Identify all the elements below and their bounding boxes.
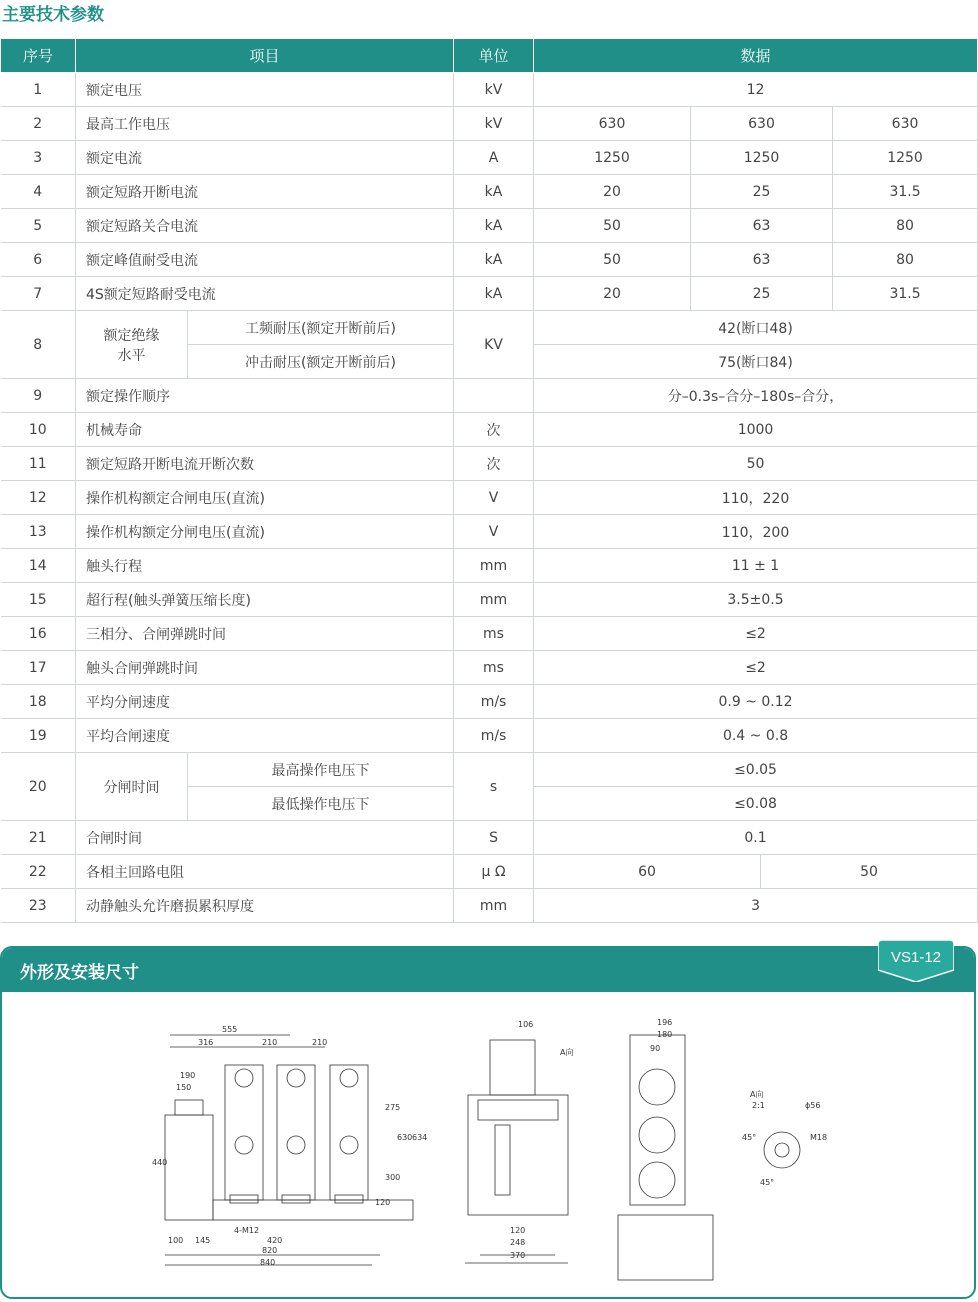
row-item: 额定电流 — [76, 141, 454, 175]
row-unit: mm — [454, 889, 534, 923]
angle-45-b: 45° — [760, 1178, 775, 1187]
row-no: 16 — [1, 617, 76, 651]
row-value: 25 — [691, 277, 833, 311]
table-row — [1, 277, 978, 311]
a-view-scale: 2:1 — [752, 1101, 765, 1110]
row-item: 额定电压 — [76, 73, 454, 107]
row-value: ≤2 — [534, 617, 978, 651]
row-value: ≤2 — [534, 651, 978, 685]
row-item: 平均合闸速度 — [76, 719, 454, 753]
table-row — [1, 889, 978, 923]
row-no: 7 — [1, 277, 76, 311]
row-no: 11 — [1, 447, 76, 481]
dim-634: 634 — [412, 1133, 428, 1142]
row-value: 630 — [833, 107, 978, 141]
dim-275: 275 — [385, 1103, 401, 1112]
header-unit: 单位 — [454, 39, 534, 73]
row-no: 23 — [1, 889, 76, 923]
row-sub-label: 工频耐压(额定开断前后) — [188, 311, 454, 345]
table-row — [1, 447, 978, 481]
row-no: 15 — [1, 583, 76, 617]
top-view-labels — [650, 1018, 672, 1053]
table-row — [1, 821, 978, 855]
table-row — [1, 243, 978, 277]
model-badge — [878, 940, 954, 982]
table-row — [1, 855, 978, 889]
header-no: 序号 — [1, 39, 76, 73]
row-value: ≤0.05 — [534, 753, 978, 787]
row-item: 操作机构额定分闸电压(直流) — [76, 515, 454, 549]
dim-150: 150 — [176, 1083, 192, 1092]
table-row — [1, 413, 978, 447]
table-row — [1, 617, 978, 651]
row-value: 3.5±0.5 — [534, 583, 978, 617]
row-value: 分–0.3s–合分–180s–合分， — [534, 379, 978, 413]
dimensions-header — [2, 948, 974, 992]
dim-440: 440 — [152, 1158, 168, 1167]
table-row — [1, 311, 978, 345]
row-value: 31.5 — [833, 175, 978, 209]
row-no: 17 — [1, 651, 76, 685]
row-no: 19 — [1, 719, 76, 753]
row-item: 合闸时间 — [76, 821, 454, 855]
table-row — [1, 141, 978, 175]
row-no: 10 — [1, 413, 76, 447]
row-unit: A — [454, 141, 534, 175]
row-item: 平均分闸速度 — [76, 685, 454, 719]
row-sub-label: 冲击耐压(额定开断前后) — [188, 345, 454, 379]
dim-840: 840 — [260, 1258, 276, 1267]
row-item: 额定绝缘水平 — [76, 311, 188, 379]
dim-120-vertical: 120 — [375, 1198, 391, 1207]
row-no: 13 — [1, 515, 76, 549]
row-unit: mm — [454, 583, 534, 617]
row-no: 6 — [1, 243, 76, 277]
row-no: 14 — [1, 549, 76, 583]
row-value: 50 — [534, 243, 691, 277]
dim-196: 196 — [657, 1018, 673, 1027]
row-value: 80 — [833, 209, 978, 243]
dim-630: 630 — [397, 1133, 413, 1142]
row-value: 3 — [534, 889, 978, 923]
row-item: 额定短路开断电流 — [76, 175, 454, 209]
table-row — [1, 651, 978, 685]
row-unit: V — [454, 481, 534, 515]
row-value: 0.9 ~ 0.12 — [534, 685, 978, 719]
dim-555: 555 — [222, 1025, 238, 1034]
row-no: 9 — [1, 379, 76, 413]
row-value: 20 — [534, 277, 691, 311]
phi-56: ϕ56 — [805, 1101, 821, 1110]
table-row — [1, 549, 978, 583]
row-unit: s — [454, 753, 534, 821]
table-row — [1, 379, 978, 413]
row-no: 22 — [1, 855, 76, 889]
row-no: 12 — [1, 481, 76, 515]
row-item: 额定短路开断电流开断次数 — [76, 447, 454, 481]
dim-370: 370 — [510, 1251, 526, 1260]
row-no: 20 — [1, 753, 76, 821]
front-view-labels — [152, 1025, 427, 1267]
dim-120: 120 — [510, 1226, 526, 1235]
row-no: 4 — [1, 175, 76, 209]
row-item: 4S额定短路耐受电流 — [76, 277, 454, 311]
table-row — [1, 107, 978, 141]
row-unit: mm — [454, 549, 534, 583]
row-item: 机械寿命 — [76, 413, 454, 447]
dim-820: 820 — [262, 1246, 278, 1255]
row-item: 额定操作顺序 — [76, 379, 454, 413]
dim-145: 145 — [195, 1236, 211, 1245]
row-unit: kA — [454, 175, 534, 209]
dim-106: 106 — [518, 1020, 534, 1029]
front-view — [165, 1035, 413, 1265]
row-value: 12 — [534, 73, 978, 107]
row-item: 三相分、合闸弹跳时间 — [76, 617, 454, 651]
row-no: 21 — [1, 821, 76, 855]
row-value: 1250 — [534, 141, 691, 175]
row-value: 80 — [833, 243, 978, 277]
angle-45-a: 45° — [742, 1133, 757, 1142]
row-item: 最高工作电压 — [76, 107, 454, 141]
table-row — [1, 481, 978, 515]
dim-248: 248 — [510, 1238, 526, 1247]
row-item: 操作机构额定合闸电压(直流) — [76, 481, 454, 515]
table-header — [1, 39, 978, 73]
dim-a-direction: A向 — [560, 1048, 574, 1057]
row-unit: m/s — [454, 685, 534, 719]
dim-210b: 210 — [312, 1038, 328, 1047]
dim-316: 316 — [198, 1038, 214, 1047]
row-value: 42(断口48) — [534, 311, 978, 345]
badge-label: VS1-12 — [890, 949, 942, 966]
table-row — [1, 719, 978, 753]
dim-100: 100 — [168, 1236, 184, 1245]
row-no: 5 — [1, 209, 76, 243]
row-value: ≤0.08 — [534, 787, 978, 821]
dimensions-title: 外形及安装尺寸 — [20, 963, 139, 983]
a-direction-labels — [742, 1089, 827, 1187]
spec-table — [0, 38, 978, 923]
row-value: 31.5 — [833, 277, 978, 311]
row-unit: kA — [454, 209, 534, 243]
section-title-specs: 主要技术参数 — [2, 5, 104, 25]
row-value: 1250 — [833, 141, 978, 175]
row-item: 额定短路关合电流 — [76, 209, 454, 243]
row-unit — [454, 379, 534, 413]
row-value: 63 — [691, 209, 833, 243]
header-data: 数据 — [534, 39, 978, 73]
row-unit: kA — [454, 243, 534, 277]
dim-420: 420 — [267, 1236, 283, 1245]
m18: M18 — [810, 1133, 828, 1142]
row-unit: V — [454, 515, 534, 549]
row-value: 50 — [534, 209, 691, 243]
dim-90: 90 — [650, 1044, 661, 1053]
row-value: 0.1 — [534, 821, 978, 855]
row-value: 20 — [534, 175, 691, 209]
header-item: 项目 — [76, 39, 454, 73]
row-item: 各相主回路电阻 — [76, 855, 454, 889]
row-value: 75(断口84) — [534, 345, 978, 379]
row-value: 50 — [761, 855, 978, 889]
row-no: 8 — [1, 311, 76, 379]
row-value: 630 — [691, 107, 833, 141]
dim-180: 180 — [657, 1030, 673, 1039]
table-row — [1, 515, 978, 549]
row-sub-label: 最高操作电压下 — [188, 753, 454, 787]
table-row — [1, 753, 978, 787]
row-value: 1250 — [691, 141, 833, 175]
dim-190: 190 — [180, 1071, 196, 1080]
row-item: 分闸时间 — [76, 753, 188, 821]
row-unit: kA — [454, 277, 534, 311]
row-item: 超行程(触头弹簧压缩长度) — [76, 583, 454, 617]
row-unit: ms — [454, 617, 534, 651]
row-unit: m/s — [454, 719, 534, 753]
row-unit: kV — [454, 107, 534, 141]
row-value: 11 ± 1 — [534, 549, 978, 583]
row-item: 动静触头允许磨损累积厚度 — [76, 889, 454, 923]
table-row — [1, 73, 978, 107]
row-unit: 次 — [454, 413, 534, 447]
dim-300: 300 — [385, 1173, 401, 1182]
row-value: 60 — [534, 855, 761, 889]
side-view-labels — [510, 1020, 573, 1260]
row-value: 1000 — [534, 413, 978, 447]
row-unit: 次 — [454, 447, 534, 481]
row-no: 2 — [1, 107, 76, 141]
top-view — [618, 1035, 713, 1280]
row-no: 3 — [1, 141, 76, 175]
row-no: 1 — [1, 73, 76, 107]
a-view-title: A向 — [750, 1090, 764, 1099]
row-value: 63 — [691, 243, 833, 277]
row-unit: S — [454, 821, 534, 855]
row-value: 50 — [534, 447, 978, 481]
dim-210a: 210 — [262, 1038, 278, 1047]
dim-4-m12: 4-M12 — [234, 1226, 260, 1235]
dimension-drawing — [150, 1015, 830, 1285]
row-value: 110，200 — [534, 515, 978, 549]
row-item: 额定峰值耐受电流 — [76, 243, 454, 277]
row-sub-label: 最低操作电压下 — [188, 787, 454, 821]
row-unit: kV — [454, 73, 534, 107]
row-item: 触头行程 — [76, 549, 454, 583]
row-value: 110，220 — [534, 481, 978, 515]
table-row — [1, 685, 978, 719]
row-value: 630 — [534, 107, 691, 141]
row-unit: KV — [454, 311, 534, 379]
row-unit: ms — [454, 651, 534, 685]
row-item: 触头合闸弹跳时间 — [76, 651, 454, 685]
row-value: 25 — [691, 175, 833, 209]
table-row — [1, 209, 978, 243]
table-row — [1, 175, 978, 209]
row-unit: μ Ω — [454, 855, 534, 889]
a-direction-detail — [764, 1132, 800, 1168]
row-no: 18 — [1, 685, 76, 719]
row-value: 0.4 ~ 0.8 — [534, 719, 978, 753]
table-row — [1, 583, 978, 617]
